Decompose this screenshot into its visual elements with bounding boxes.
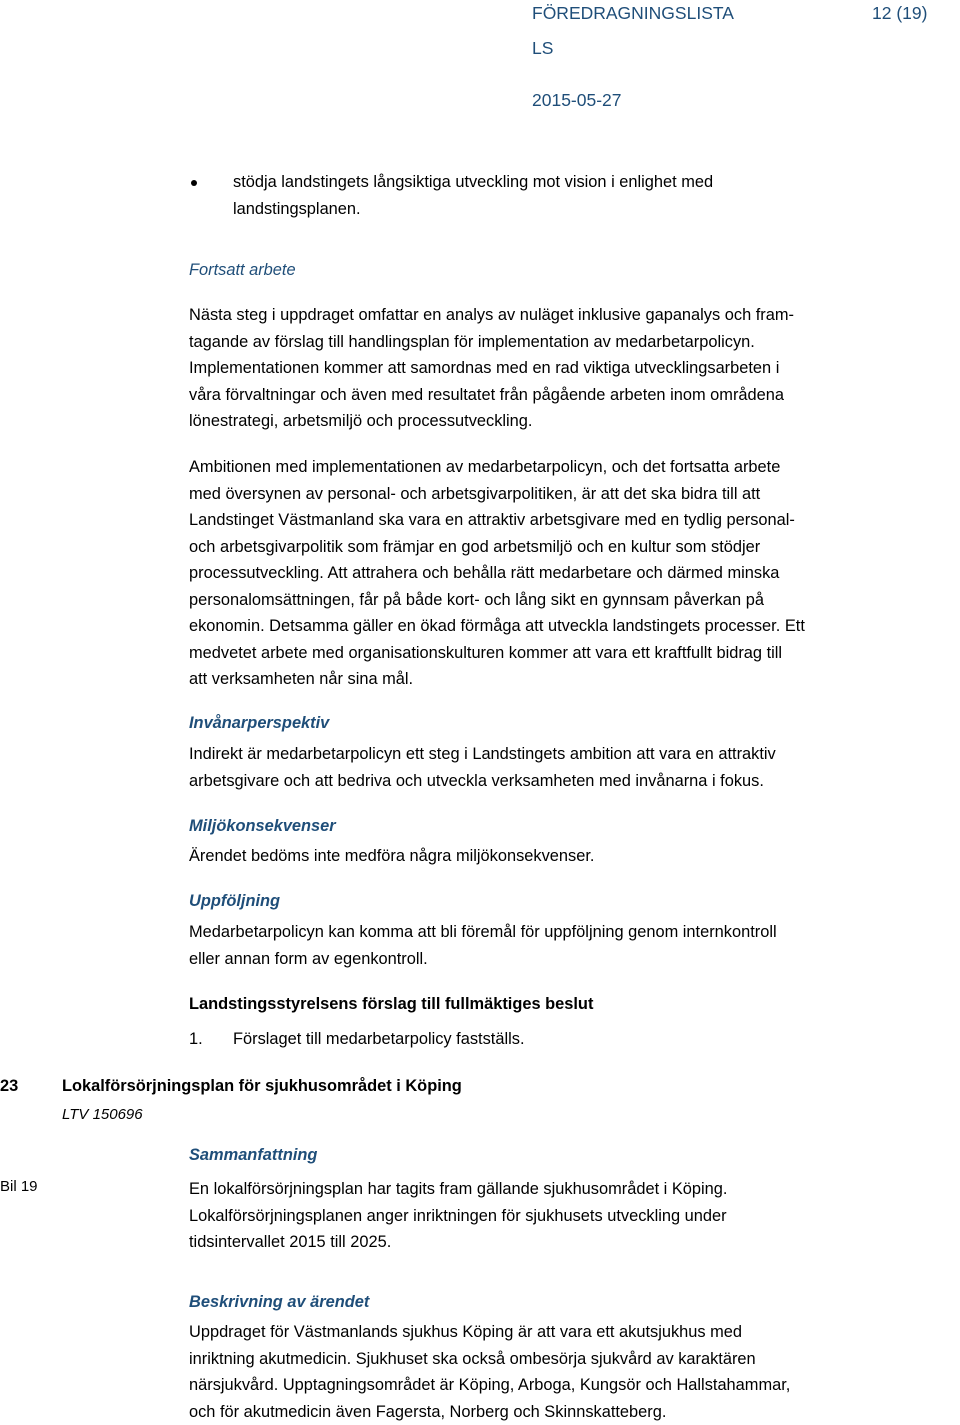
text-line: stödja landstingets långsiktiga utveckling mot vision i enlighet med (233, 169, 933, 196)
text-line: Medarbetarpolicyn kan komma att bli föremål för uppföljning genom internkontroll (189, 919, 929, 946)
section-heading-beslut: Landstingsstyrelsens förslag till fullmäktiges beslut (189, 991, 593, 1018)
document-type: FÖREDRAGNINGSLISTA (532, 2, 734, 24)
document-date: 2015-05-27 (532, 89, 622, 111)
bullet-text (233, 169, 933, 222)
text-line: personalomsättningen, får på både kort- och lång sikt en gynnsam påverkan på (189, 587, 929, 614)
text-line: inriktning akutmedicin. Sjukhuset ska också ombesörja sjukvård av karaktären (189, 1346, 929, 1373)
unit-code: LS (532, 37, 553, 59)
section-heading-invanarperspektiv: Invånarperspektiv (189, 710, 329, 737)
attachment-label: Bil 19 (0, 1174, 38, 1201)
decision-number: 1. (189, 1026, 203, 1053)
text-line: Uppdraget för Västmanlands sjukhus Köping är att vara ett akutsjukhus med (189, 1319, 929, 1346)
paragraph-sammanfattning (189, 1176, 929, 1256)
item-number: 23 (0, 1073, 18, 1100)
text-line: processutveckling. Att attrahera och behålla rätt medarbetare och därmed minska (189, 560, 929, 587)
text-line: och för akutmedicin även Fagersta, Norberg och Skinnskatteberg. (189, 1399, 929, 1425)
text-line: lönestrategi, arbetsmiljö och processutveckling. (189, 408, 929, 435)
text-line: tagande av förslag till handlingsplan för implementation av medarbetarpolicyn. (189, 329, 929, 356)
text-line: eller annan form av egenkontroll. (189, 946, 929, 973)
text-line: ekonomin. Detsamma gäller en ökad förmåga att utveckla landstingets processer. Ett (189, 613, 929, 640)
text-line: Indirekt är medarbetarpolicyn ett steg i Landstingets ambition att vara en attraktiv (189, 741, 929, 768)
section-heading-miljokonsekvenser: Miljökonsekvenser (189, 813, 336, 840)
text-line: och arbetsgivarpolitik som främjar en god arbetsmiljö och en kultur som stödjer (189, 534, 929, 561)
text-line: medvetet arbete med organisationskulturen kommer att vara ett kraftfullt bidrag till (189, 640, 929, 667)
text-line: Ambitionen med implementationen av medarbetarpolicyn, och det fortsatta arbete (189, 454, 929, 481)
text-line: arbetsgivare och att bedriva och utveckla verksamheten med invånarna i fokus. (189, 768, 929, 795)
text-line: Ärendet bedöms inte medföra några miljökonsekvenser. (189, 843, 929, 870)
bullet-icon (191, 180, 197, 186)
item-title: Lokalförsörjningsplan för sjukhusområdet i Köping (62, 1073, 462, 1100)
paragraph-ambition (189, 454, 929, 693)
text-line: tidsintervallet 2015 till 2025. (189, 1229, 929, 1256)
paragraph-fortsatt-arbete (189, 302, 929, 435)
text-line: att verksamheten når sina mål. (189, 666, 929, 693)
text-line: Implementationen kommer att samordnas med en rad viktiga utvecklingsarbeten i (189, 355, 929, 382)
paragraph-beskrivning (189, 1319, 929, 1425)
section-heading-sammanfattning: Sammanfattning (189, 1142, 317, 1169)
page-number: 12 (19) (872, 2, 927, 24)
text-line: Lokalförsörjningsplanen anger inriktningen för sjukhusets utveckling under (189, 1203, 929, 1230)
text-line: En lokalförsörjningsplan har tagits fram gällande sjukhusområdet i Köping. (189, 1176, 929, 1203)
section-heading-fortsatt-arbete: Fortsatt arbete (189, 257, 296, 284)
decision-text: Förslaget till medarbetarpolicy fastställs. (233, 1026, 525, 1053)
paragraph-miljokonsekvenser (189, 843, 929, 870)
text-line: Landstinget Västmanland ska vara en attraktiv arbetsgivare med en tydlig personal- (189, 507, 929, 534)
paragraph-invanarperspektiv (189, 741, 929, 794)
section-heading-beskrivning: Beskrivning av ärendet (189, 1289, 369, 1316)
text-line: våra förvaltningar och även med resultatet från pågående arbeten inom områdena (189, 382, 929, 409)
text-line: närsjukvård. Upptagningsområdet är Köping, Arboga, Kungsör och Hallstahammar, (189, 1372, 929, 1399)
section-heading-uppfoljning: Uppföljning (189, 888, 280, 915)
text-line: landstingsplanen. (233, 196, 933, 223)
text-line: med översynen av personal- och arbetsgivarpolitiken, är att det ska bidra till att (189, 481, 929, 508)
text-line: Nästa steg i uppdraget omfattar en analys av nuläget inklusive gapanalys och fram- (189, 302, 929, 329)
item-reference: LTV 150696 (62, 1102, 143, 1129)
paragraph-uppfoljning (189, 919, 929, 972)
